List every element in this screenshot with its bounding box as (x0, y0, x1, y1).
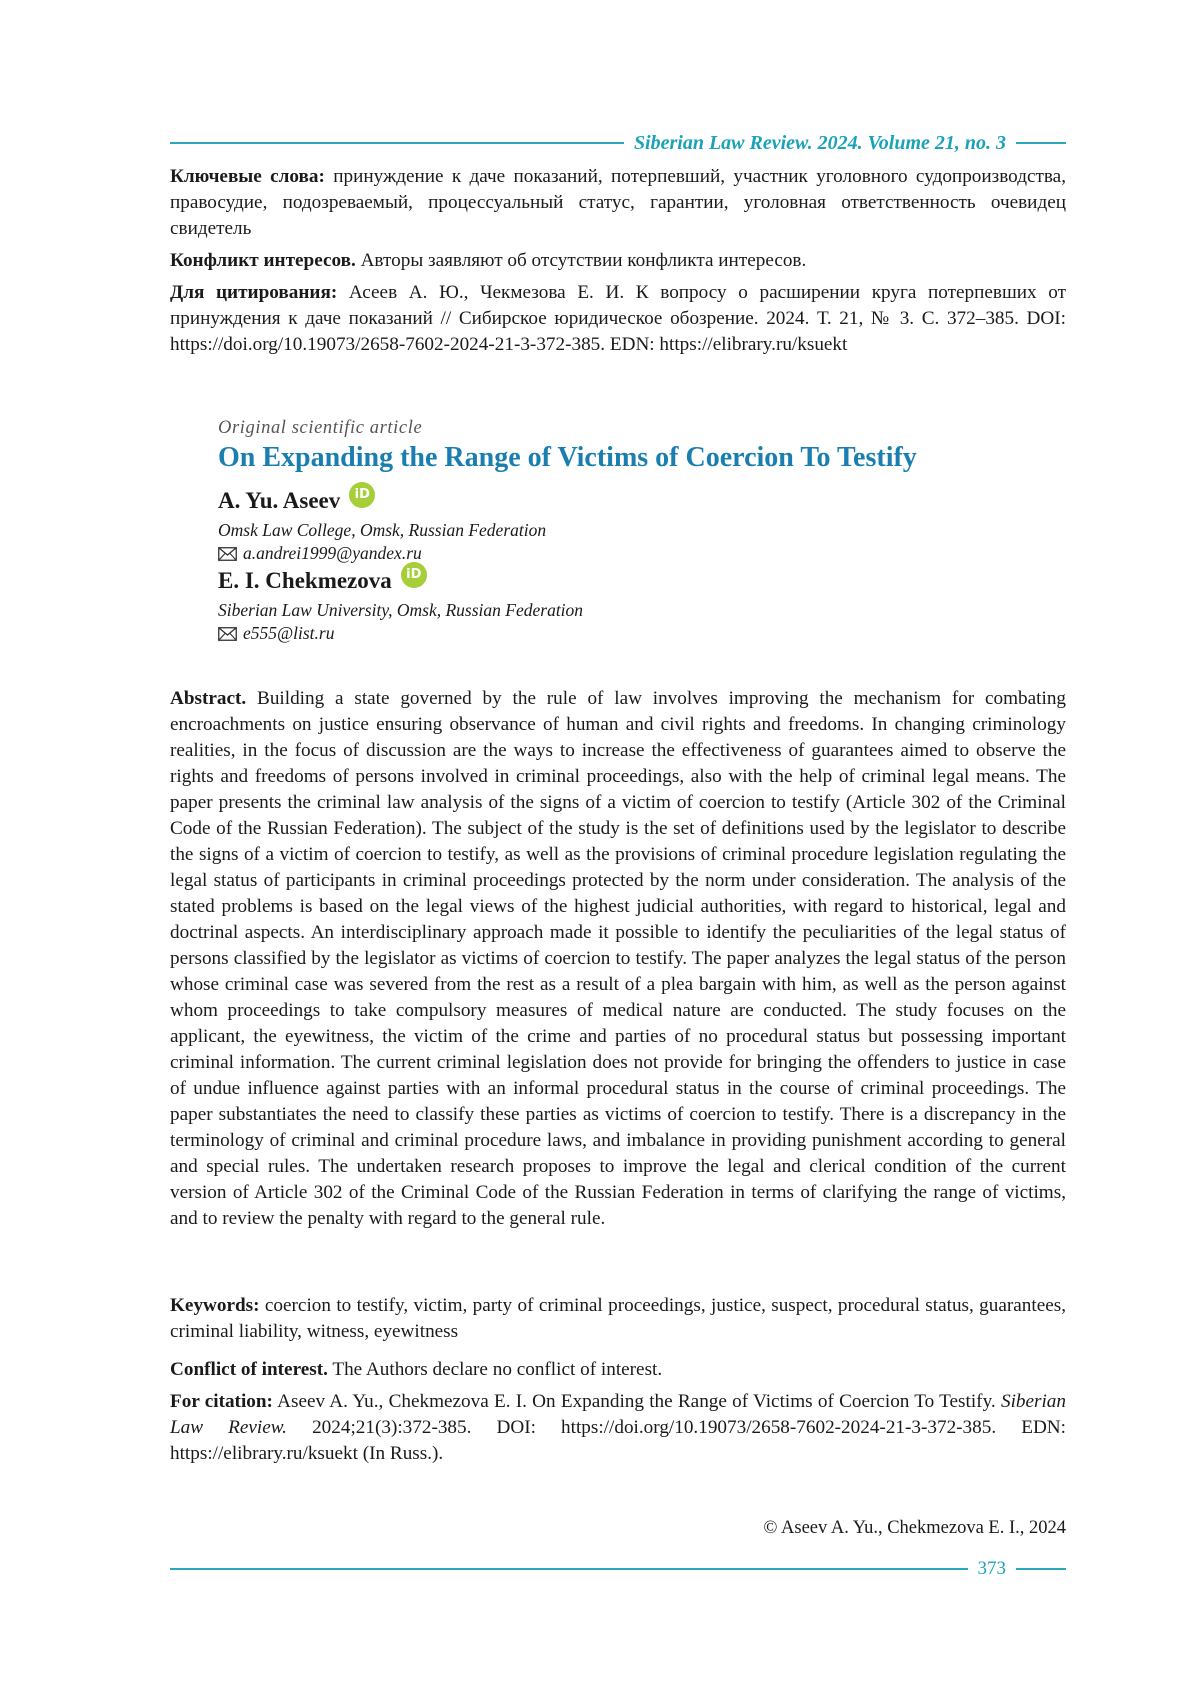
orcid-icon[interactable]: iD (349, 482, 375, 508)
page (0, 0, 1200, 1704)
keywords-label: Keywords: (170, 1295, 260, 1316)
conflict-of-interest (170, 1357, 1066, 1383)
footer-rule-left (170, 1568, 968, 1570)
header-rule-right (1016, 142, 1066, 144)
author-1-email-text: a.andrei1999@yandex.ru (243, 543, 422, 564)
ru-citation (170, 280, 1066, 358)
ru-citation-text: Асеев А. Ю., Чекмезова Е. И. К вопросу о расширении круга потерпевших от принуждения к даче показаний // Сибирское юридическое обозрение. 2024. Т. 21, № 3. С. 372–385. DOI: https://doi.org/10.19073/2658-7602-2024-21-3-372-385. EDN: https://elibrary.ru/ksuekt (170, 282, 1066, 355)
article-title: On Expanding the Range of Victims of Coercion To Testify (218, 442, 917, 474)
abstract (170, 686, 1066, 1232)
keywords-text: coercion to testify, victim, party of criminal proceedings, justice, suspect, procedural status, guarantees, criminal liability, witness, eyewitness (170, 1295, 1066, 1342)
conflict-text: The Authors declare no conflict of interest. (332, 1359, 662, 1380)
running-header (170, 131, 1066, 155)
orcid-icon[interactable]: iD (401, 562, 427, 588)
mail-icon (218, 627, 237, 641)
conflict-label: Conflict of interest. (170, 1359, 328, 1380)
article-type: Original scientific article (218, 418, 422, 439)
author-2-email-text: e555@list.ru (243, 623, 334, 644)
citation-text-before: Aseev A. Yu., Chekmezova E. I. On Expanding the Range of Victims of Coercion To Testify. (277, 1391, 996, 1412)
author-1 (218, 488, 375, 514)
author-2 (218, 568, 427, 594)
keywords (170, 1293, 1066, 1345)
author-2-name: E. I. Chekmezova (218, 568, 392, 594)
abstract-label: Abstract. (170, 688, 246, 709)
citation-journal: Siberian Law Review. (170, 1391, 1066, 1438)
for-citation (170, 1389, 1066, 1467)
author-1-name: A. Yu. Aseev (218, 488, 340, 514)
mail-icon (218, 547, 237, 561)
ru-keywords-text: принуждение к даче показаний, потерпевший, участник уголовного судопроизводства, правосудие, подозреваемый, процессуальный статус, гарантии, уголовная ответственность очевидец свидетель (170, 166, 1066, 239)
author-2-email[interactable] (218, 623, 334, 644)
running-footer (170, 1557, 1066, 1581)
ru-conflict (170, 248, 1066, 274)
journal-header: Siberian Law Review. 2024. Volume 21, no. 3 (624, 132, 1016, 155)
footer-rule-right (1016, 1568, 1066, 1570)
author-1-email[interactable] (218, 543, 422, 564)
abstract-text: Building a state governed by the rule of law involves improving the mechanism for combating encroachments on justice ensuring observance of human and civil rights and freedoms. In changing criminology realities, in the focus of discussion are the ways to increase the effectiveness of guarantees aimed to observe the rights and freedoms of persons involved in criminal proceedings, also with the help of criminal legal means. The paper presents the criminal law analysis of the signs of a victim of coercion to testify (Article 302 of the Criminal Code of the Russian Federation). The subject of the study is the set of definitions used by the legislator to describe the signs of a victim of coercion to testify, as well as the provisions of criminal procedure legislation regulating the legal status of participants in criminal proceedings protected by the norm under consideration. The analysis of the stated problems is based on the legal views of the highest judicial authorities, with regard to historical, legal and doctrinal aspects. An interdisciplinary approach made it possible to identify the peculiarities of the legal status of persons classified by the legislator as victims of coercion to testify. The paper analyzes the legal status of the person whose criminal case was severed from the rest as a result of a plea bargain with him, as well as the person against whom proceedings to take compulsory measures of medical nature are conducted. The study focuses on the applicant, the eyewitness, the victim of the crime and parties of no procedural status but possessing important criminal information. The current criminal legislation does not provide for bringing the offenders to justice in case of undue influence against parties with an informal procedural status in the course of criminal proceedings. The paper substantiates the need to classify these parties as victims of coercion to testify. There is a discrepancy in the terminology of criminal and criminal procedure laws, and imbalance in providing punishment according to general and special rules. The undertaken research proposes to improve the legal and clerical condition of the current version of Article 302 of the Criminal Code of the Russian Federation in terms of clarifying the range of victims, and to review the penalty with regard to the general rule. (170, 688, 1066, 1229)
header-rule-left (170, 142, 624, 144)
ru-conflict-label: Конфликт интересов. (170, 250, 356, 271)
copyright: © Aseev A. Yu., Chekmezova E. I., 2024 (763, 1518, 1066, 1539)
ru-conflict-text: Авторы заявляют об отсутствии конфликта интересов. (361, 250, 807, 271)
citation-label: For citation: (170, 1391, 273, 1412)
page-number: 373 (968, 1558, 1017, 1580)
ru-citation-label: Для цитирования: (170, 282, 337, 303)
ru-keywords-label: Ключевые слова: (170, 166, 325, 187)
citation-text-after: 2024;21(3):372-385. DOI: https://doi.org/10.19073/2658-7602-2024-21-3-372-385. EDN: https://elibrary.ru/ksuekt (In Russ.). (170, 1417, 1066, 1464)
author-2-affiliation: Siberian Law University, Omsk, Russian Federation (218, 600, 583, 621)
author-1-affiliation: Omsk Law College, Omsk, Russian Federation (218, 520, 546, 541)
ru-keywords (170, 164, 1066, 242)
